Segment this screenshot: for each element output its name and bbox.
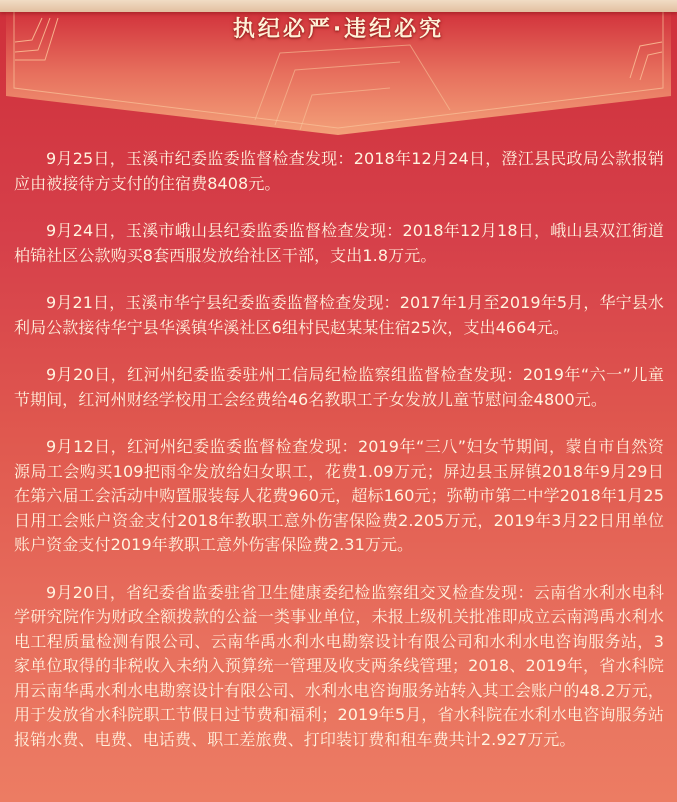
paragraph: 9月25日，玉溪市纪委监委监督检查发现：2018年12月24日，澄江县民政局公款报销应由被接待方支付的住宿费8408元。: [14, 149, 664, 193]
banner-top-bar: [0, 0, 677, 12]
article-body: [14, 147, 664, 775]
paragraph: 9月20日，红河州纪委监委驻州工信局纪检监察组监督检查发现：2019年“六一”儿童节期间，红河州财经学校用工会经费给46名教职工子女发放儿童节慰问金4800元。: [14, 365, 664, 409]
paragraph: 9月20日，省纪委省监委驻省卫生健康委纪检监察组交叉检查发现：云南省水利水电科学研究院作为财政全额拨款的公益一类事业单位，未报上级机关批准即成立云南鸿禹水利水电工程质量检测有限公司、云南华禹水利水电勘察设计有限公司和水利水电咨询服务站，3家单位取得的非税收入未纳入预算统一管理及收支两条线管理；2018、2019年，省水科院用云南华禹水利水电勘察设计有限公司、水利水电咨询服务站转入其工会账户的48.2万元，用于发放省水科院职工节假日过节费和福利；2019年5月，省水科院在水利水电咨询服务站报销水费、电费、电话费、职工差旅费、打印装订费和租车费共计2.927万元。: [14, 582, 664, 749]
paragraph: 9月24日，玉溪市峨山县纪委监委监督检查发现：2018年12月18日，峨山县双江街道柏锦社区公款购买8套西服发放给社区干部，支出1.8万元。: [14, 221, 664, 265]
page-title: 执纪必严·违纪必究: [232, 17, 445, 42]
header-banner: [0, 0, 677, 140]
paragraph: 9月12日，红河州纪委监委监督检查发现：2019年“三八”妇女节期间，蒙自市自然资源局工会购买109把雨伞发放给妇女职工，花费1.09万元；屏边县玉屏镇2018年9月29日在第六届工会活动中购置服装每人花费960元，超标160元；弥勒市第二中学2018年1月25日用工会账户资金支付2018年教职工意外伤害保险费2.205万元，2019年3月22日用单位账户资金支付2019年教职工意外伤害保险费2.31万元。: [14, 437, 664, 554]
paragraph: 9月21日，玉溪市华宁县纪委监委监督检查发现：2017年1月至2019年5月，华宁县水利局公款接待华宁县华溪镇华溪社区6组村民赵某某住宿25次，支出4664元。: [14, 293, 664, 337]
